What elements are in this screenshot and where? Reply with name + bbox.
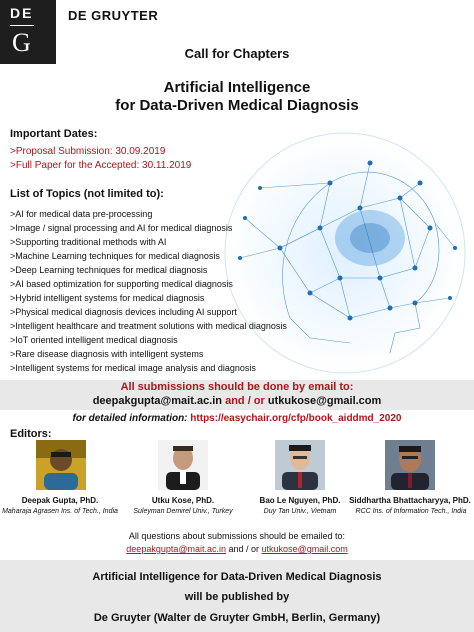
info-label: for detailed information: bbox=[72, 413, 191, 424]
submission-heading: All submissions should be done by email to: bbox=[120, 381, 354, 393]
logo-bottom-text: G bbox=[12, 28, 31, 57]
detailed-info bbox=[0, 413, 474, 424]
topic-item: >AI based optimization for supporting medical diagnosis bbox=[10, 279, 233, 289]
editor-photo-1 bbox=[36, 440, 86, 490]
topic-item: >Machine Learning techniques for medical diagnosis bbox=[10, 251, 220, 261]
topic-item: >Image / signal processing and AI for medical diagnosis bbox=[10, 223, 233, 233]
title-line-1: Artificial Intelligence bbox=[163, 79, 311, 96]
editor-affiliation: Duy Tan Univ., Vietnam bbox=[263, 508, 337, 515]
date-label: >Full Paper for the Accepted: bbox=[10, 160, 140, 171]
topics-heading: List of Topics (not limited to): bbox=[10, 188, 164, 200]
topic-item: >Hybrid intelligent systems for medical diagnosis bbox=[10, 293, 205, 303]
brain-network-illustration bbox=[220, 128, 470, 378]
topic-item: >IoT oriented intelligent medical diagnosis bbox=[10, 335, 178, 345]
questions-email-1[interactable]: deepakgupta@mait.ac.in bbox=[126, 544, 226, 554]
date-full-paper bbox=[10, 160, 191, 171]
date-value: 30.09.2019 bbox=[112, 146, 166, 157]
editor-name: Utku Kose, PhD. bbox=[151, 496, 215, 505]
topic-item: >Intelligent systems for medical image analysis and diagnosis bbox=[10, 363, 256, 373]
editor-name: Siddhartha Bhattacharyya, PhD. bbox=[349, 496, 471, 505]
editor-name: Bao Le Nguyen, PhD. bbox=[259, 496, 341, 505]
editor-name: Deepak Gupta, PhD. bbox=[21, 496, 99, 505]
questions-emails bbox=[0, 544, 474, 554]
topic-item: >Physical medical diagnosis devices including AI support bbox=[10, 307, 237, 317]
logo-divider bbox=[10, 25, 34, 26]
publisher-line-2: will be published by bbox=[184, 591, 290, 603]
editor-photo-4 bbox=[385, 440, 435, 490]
date-proposal bbox=[10, 146, 165, 157]
submission-emails bbox=[0, 395, 474, 407]
editor-affiliation: Suleyman Demirel Univ., Turkey bbox=[133, 508, 233, 515]
topic-item: >Rare disease diagnosis with intelligent systems bbox=[10, 349, 204, 359]
topic-item: >Deep Learning techniques for medical diagnosis bbox=[10, 265, 208, 275]
topic-item: >Supporting traditional methods with AI bbox=[10, 237, 167, 247]
date-value: 30.11.2019 bbox=[139, 160, 192, 171]
topic-item: >Intelligent healthcare and treatment solutions with medical diagnosis bbox=[10, 321, 287, 331]
topic-item: >AI for medical data pre-processing bbox=[10, 209, 153, 219]
submission-join: and / or bbox=[222, 395, 268, 407]
editors-heading: Editors: bbox=[10, 428, 52, 440]
submission-email-2[interactable]: utkukose@gmail.com bbox=[267, 395, 382, 407]
important-dates-heading: Important Dates: bbox=[10, 128, 98, 140]
editor-photo-2 bbox=[158, 440, 208, 490]
editor-photo-3 bbox=[275, 440, 325, 490]
brand-name: DE GRUYTER bbox=[68, 8, 159, 23]
logo-top-text: DE bbox=[10, 5, 34, 21]
submission-email-1[interactable]: deepakgupta@mait.ac.in bbox=[92, 395, 223, 407]
publisher-line-1: Artificial Intelligence for Data-Driven Medical Diagnosis bbox=[92, 571, 382, 583]
questions-join: and / or bbox=[226, 544, 262, 554]
date-label: >Proposal Submission: bbox=[10, 146, 113, 157]
publisher-line-3: De Gruyter (Walter de Gruyter GmbH, Berlin, Germany) bbox=[93, 612, 381, 624]
questions-email-2[interactable]: utkukose@gmail.com bbox=[261, 544, 348, 554]
call-for-chapters: Call for Chapters bbox=[184, 46, 290, 61]
editor-affiliation: Maharaja Agrasen Ins. of Tech., India bbox=[2, 508, 118, 515]
info-link[interactable]: https://easychair.org/cfp/book_aiddmd_2020 bbox=[190, 413, 402, 424]
book-title bbox=[0, 79, 474, 115]
title-line-2: for Data-Driven Medical Diagnosis bbox=[115, 97, 359, 114]
editor-affiliation: RCC Ins. of Information Tech., India bbox=[355, 508, 467, 515]
questions-heading: All questions about submissions should be emailed to: bbox=[128, 531, 346, 541]
